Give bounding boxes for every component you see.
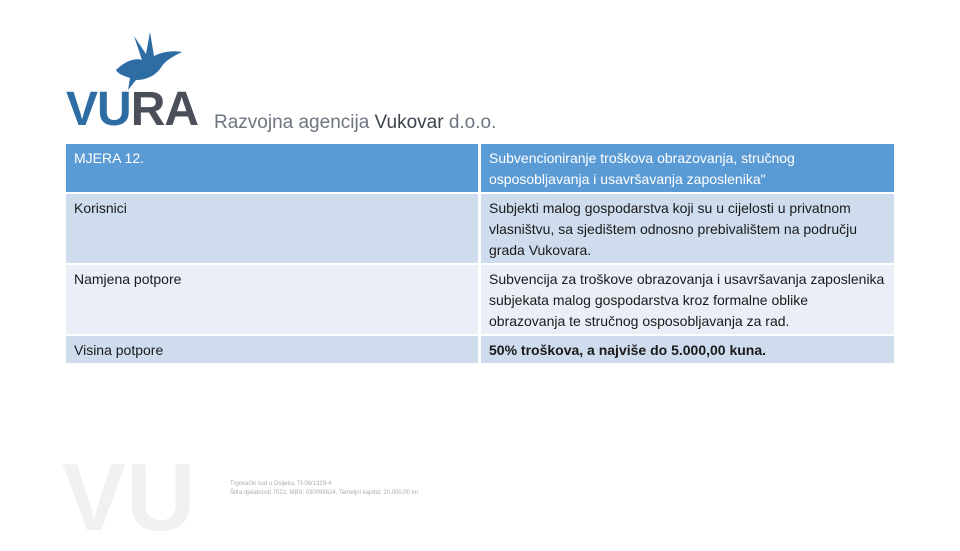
watermark-logo: VU — [62, 444, 196, 551]
table-row — [66, 336, 894, 365]
logo-wordmark-ra: RA — [130, 83, 199, 136]
table-row — [66, 265, 894, 336]
table-row — [66, 194, 894, 265]
company-registration-info — [230, 480, 450, 498]
row-value-visina: 50% troškova, a najviše do 5.000,00 kuna. — [481, 336, 894, 365]
row-label-visina: Visina potpore — [66, 336, 481, 365]
registration-line-1: Trgovački sud u Osijeku, Tt-08/1329-4 — [230, 481, 332, 487]
measure-title: Subvencioniranje troškova obrazovanja, stručnog osposobljavanja i usavršavanja zaposlenika" — [481, 144, 894, 194]
row-label-korisnici: Korisnici — [66, 194, 481, 265]
logo-wordmark — [66, 83, 199, 136]
measure-table — [66, 144, 894, 365]
company-logo — [66, 30, 497, 140]
row-label-namjena: Namjena potpore — [66, 265, 481, 336]
logo-wordmark-u: U — [97, 83, 131, 136]
row-value-namjena: Subvencija za troškove obrazovanja i usavršavanja zaposlenika subjekata malog gospodarstva kroz formalne oblike obrazovanja te stručnog osposobljavanja za rad. — [481, 265, 894, 336]
table-header-row — [66, 144, 894, 194]
registration-line-2: Šifra djelatnosti 7022, MBS: 030099624, Temeljni kapital: 20.000,00 kn — [230, 490, 419, 496]
logo-subtitle-suffix: d.o.o. — [448, 112, 497, 133]
measure-number: MJERA 12. — [66, 144, 481, 194]
logo-subtitle-bold: Vukovar — [374, 112, 444, 133]
row-value-korisnici: Subjekti malog gospodarstva koji su u cijelosti u privatnom vlasništvu, sa sjedištem odnosno prebivalištem na području grada Vukovara. — [481, 194, 894, 265]
logo-subtitle — [214, 112, 496, 134]
logo-wordmark-v: V — [66, 83, 98, 136]
logo-subtitle-regular: Razvojna agencija — [214, 112, 370, 133]
